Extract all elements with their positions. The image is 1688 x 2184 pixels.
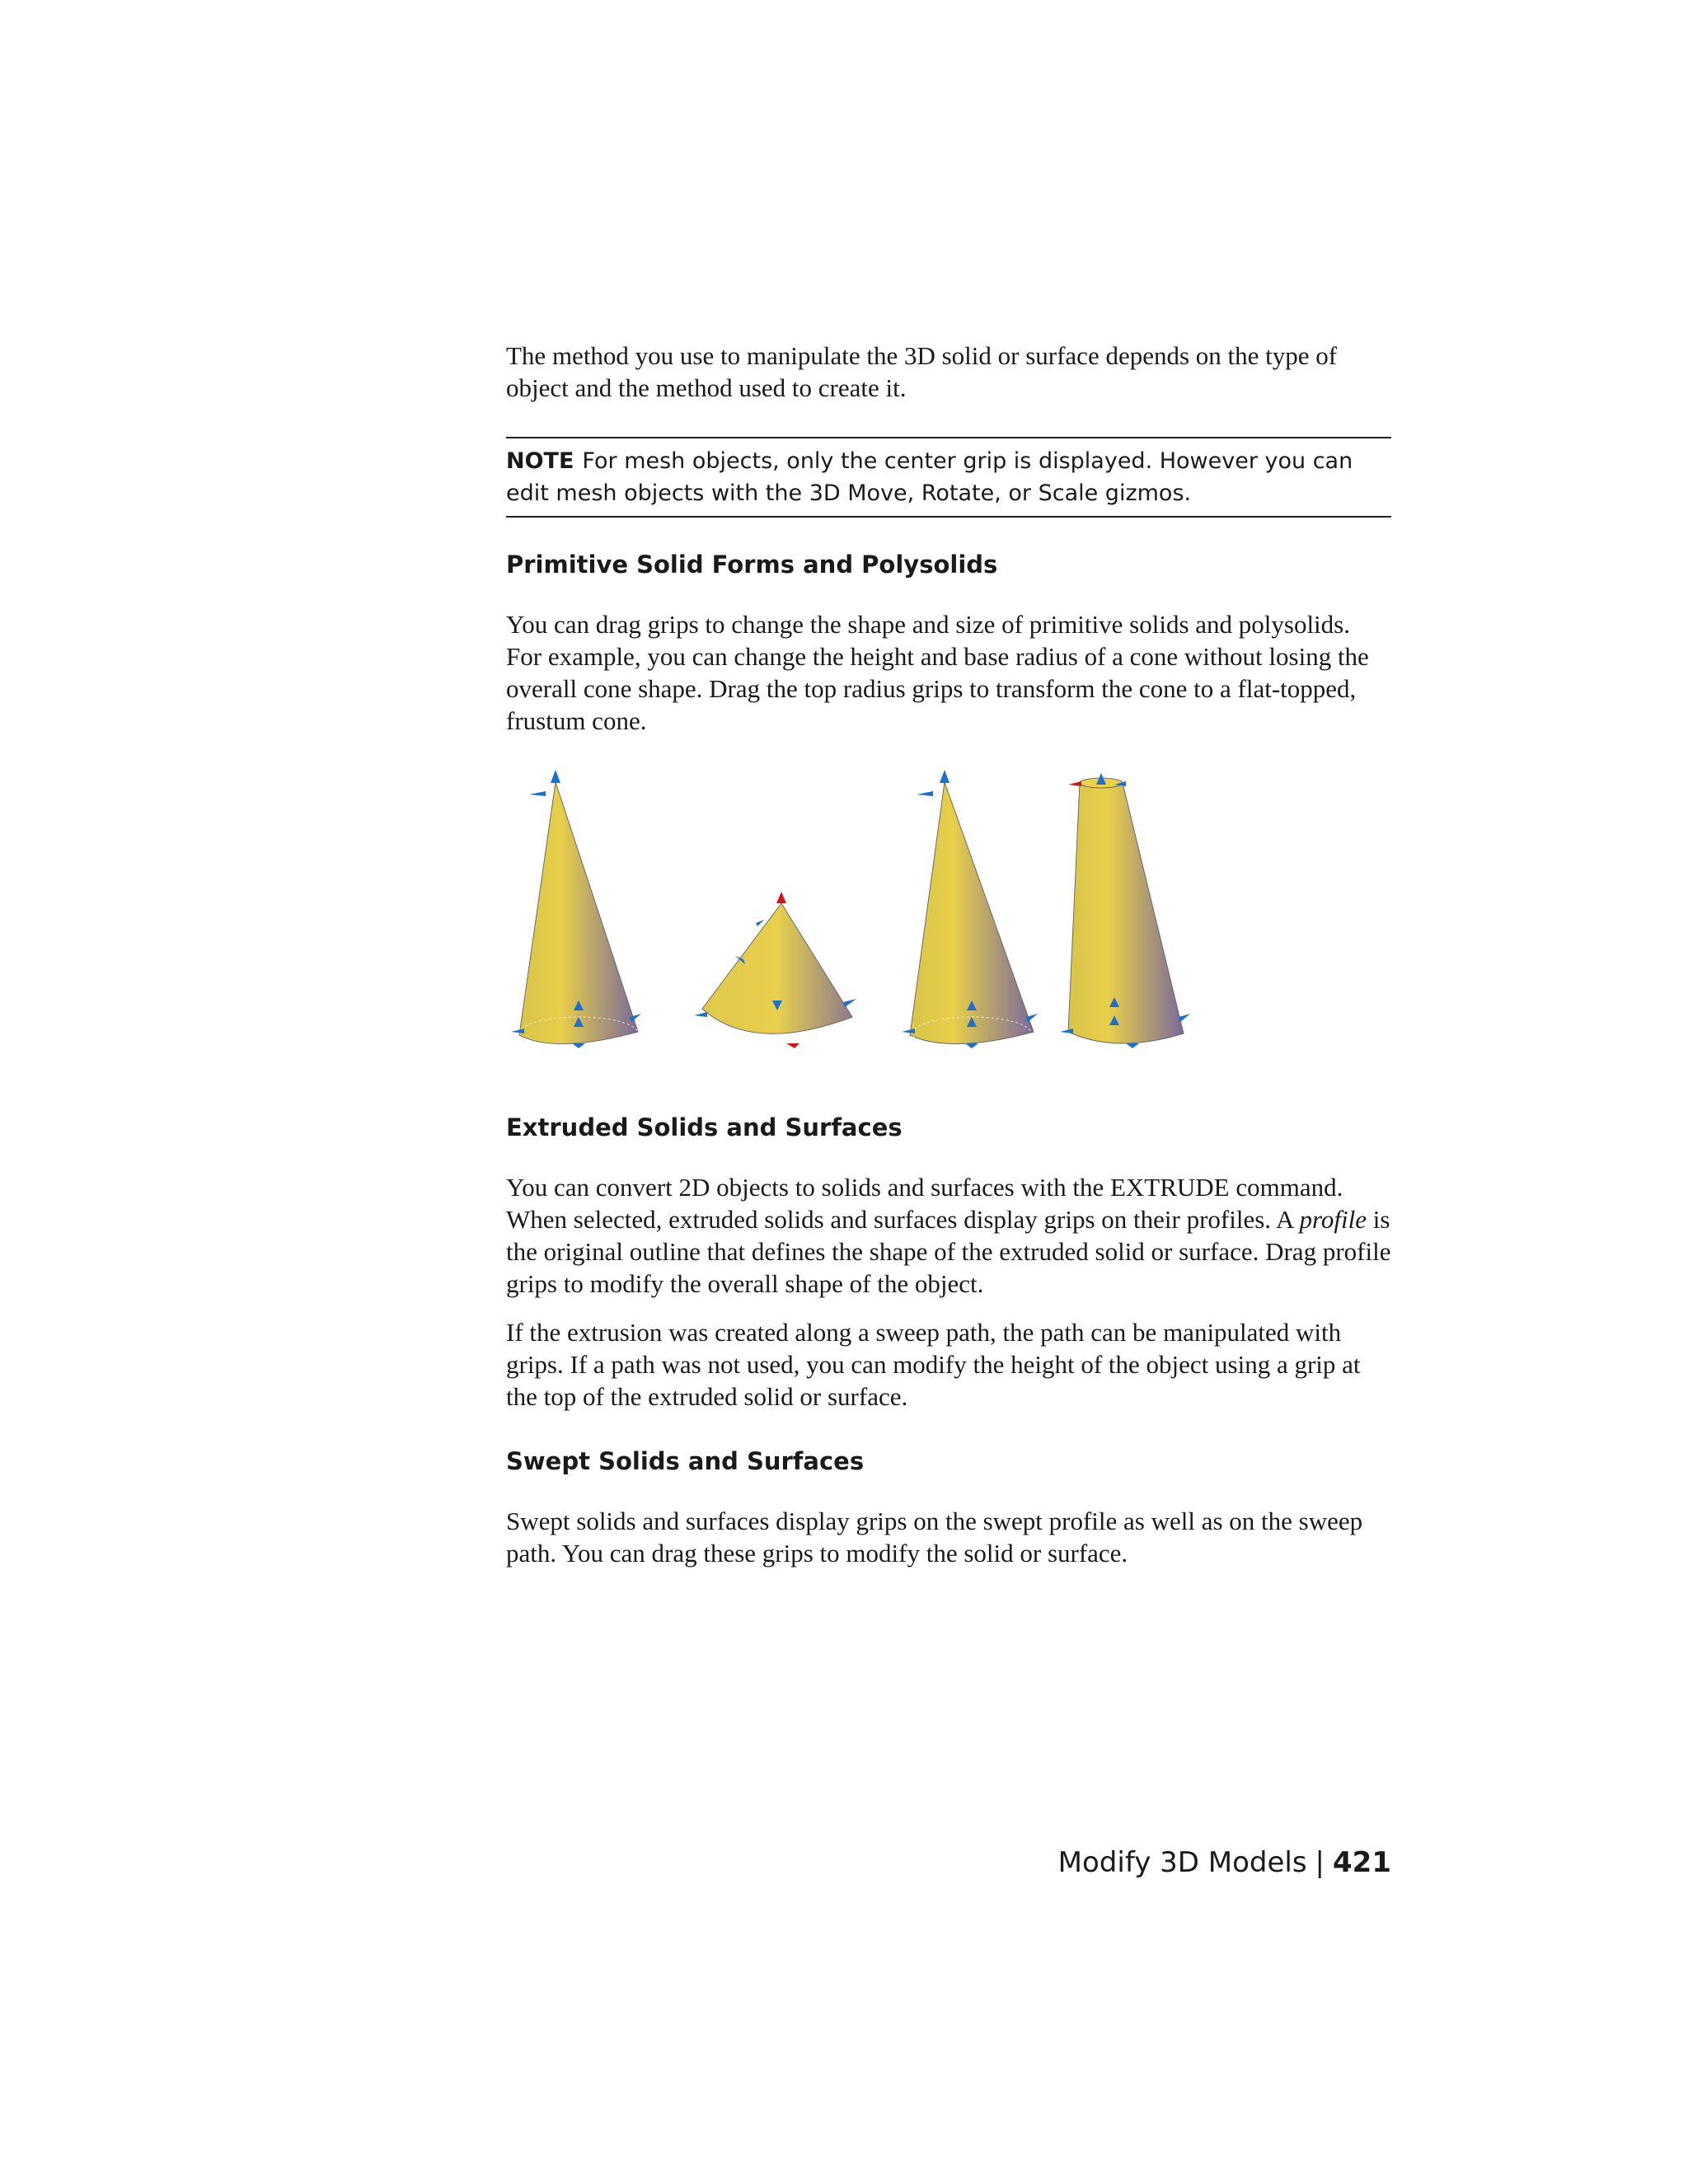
tall-cone-2 bbox=[902, 770, 1038, 1050]
cone-illustration bbox=[506, 770, 1215, 1066]
note-text: For mesh objects, only the center grip is displayed. However you can edit mesh objects with the 3D Move, Rotate, or Scale gizmos. bbox=[506, 448, 1353, 506]
page-number: 421 bbox=[1333, 1846, 1391, 1879]
page-content bbox=[506, 340, 1391, 1569]
cone-grips-figure bbox=[506, 770, 1391, 1066]
heading-primitive-solids: Primitive Solid Forms and Polysolids bbox=[506, 551, 998, 579]
primitive-paragraph: You can drag grips to change the shape and size of primitive solids and polysolids. For example, you can change the height and base radius of a cone without losing the overall cone shape. Drag the top radius grips to transform the cone to a flat-topped, frustum cone. bbox=[506, 610, 1369, 735]
tall-cone-1 bbox=[511, 770, 641, 1050]
footer-chapter-title: Modify 3D Models bbox=[1057, 1846, 1307, 1879]
extruded-paragraph-2: If the extrusion was created along a sweep path, the path can be manipulated with grips. If a path was not used, you can modify the height of the object using a grip at the top of the extruded solid or surface. bbox=[506, 1318, 1361, 1411]
frustum-cone bbox=[1060, 773, 1190, 1048]
heading-extruded-solids: Extruded Solids and Surfaces bbox=[506, 1113, 903, 1141]
swept-paragraph: Swept solids and surfaces display grips on the swept profile as well as on the sweep path. You can drag these grips to modify the solid or surface. bbox=[506, 1507, 1363, 1568]
page-footer bbox=[1058, 1846, 1391, 1879]
extruded-paragraph-1: You can convert 2D objects to solids and surfaces with the EXTRUDE command. When selected, extruded solids and surfaces display grips on their profiles. A profile is the original outline that defines the shape of the extruded solid or surface. Drag profile grips to modify the overall shape of the object. bbox=[506, 1173, 1391, 1298]
footer-separator: | bbox=[1315, 1846, 1325, 1879]
heading-swept-solids: Swept Solids and Surfaces bbox=[506, 1447, 865, 1475]
note-box bbox=[506, 437, 1391, 518]
intro-paragraph: The method you use to manipulate the 3D solid or surface depends on the type of object and the method used to create it. bbox=[506, 341, 1338, 402]
term-profile: profile bbox=[1299, 1205, 1367, 1234]
note-label: NOTE bbox=[506, 448, 574, 474]
squat-cone bbox=[694, 892, 856, 1048]
